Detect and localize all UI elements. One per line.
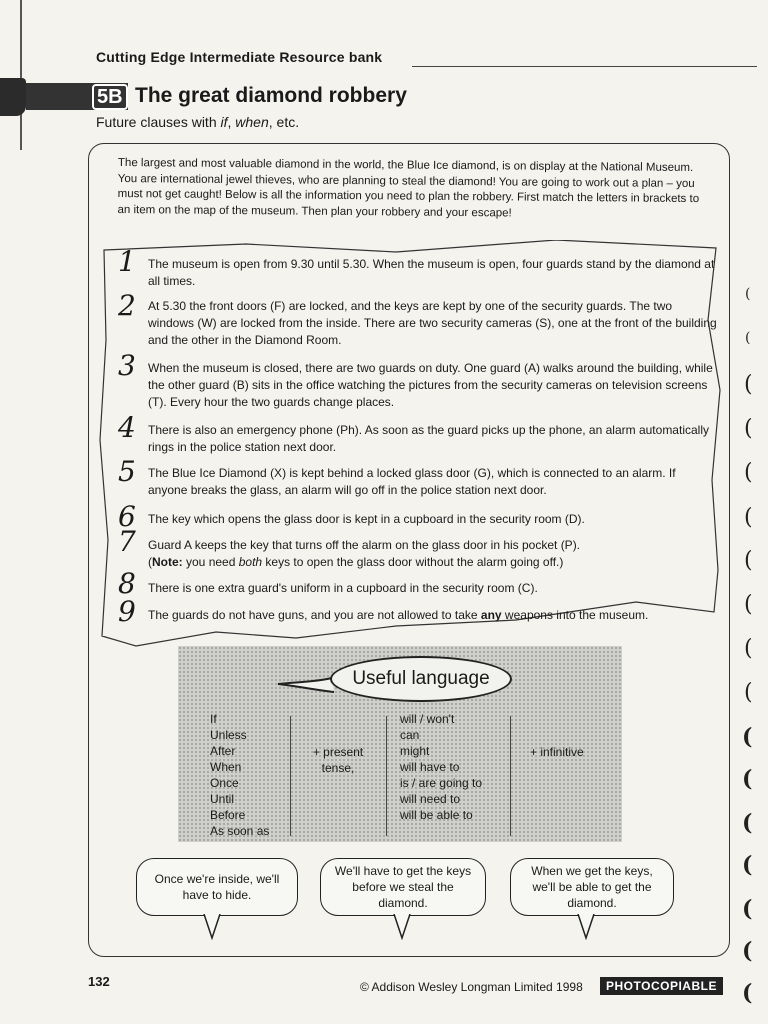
ring-hole: ( bbox=[744, 680, 753, 705]
rule-9-text-a: The guards do not have guns, and you are not allowed to take bbox=[148, 608, 481, 622]
page-subtitle bbox=[96, 114, 299, 130]
rule-number: 5 bbox=[118, 455, 136, 488]
present-tense-note bbox=[306, 744, 370, 776]
column-divider bbox=[386, 716, 387, 836]
rule-9-text-b: weapons into the museum. bbox=[501, 608, 649, 622]
resource-bank-header: Cutting Edge Intermediate Resource bank bbox=[96, 49, 383, 65]
infinitive-note: + infinitive bbox=[530, 745, 584, 759]
subtitle-when: when bbox=[235, 114, 269, 130]
rule-number: 8 bbox=[118, 567, 136, 600]
subtitle-prefix: Future clauses with bbox=[96, 114, 221, 130]
example-bubble-2: We'll have to get the keys before we steal the diamond. bbox=[320, 858, 486, 916]
ring-hole: ( bbox=[742, 938, 753, 964]
conjunction: Unless bbox=[210, 728, 247, 742]
ring-hole: ( bbox=[742, 852, 753, 878]
modal: can bbox=[400, 728, 420, 742]
ring-hole: ( bbox=[742, 980, 753, 1006]
modal: will / won't bbox=[400, 712, 455, 726]
modal: might bbox=[400, 744, 430, 758]
ring-hole: ( bbox=[744, 372, 753, 397]
modal: will need to bbox=[400, 792, 461, 806]
rule-number: 9 bbox=[118, 595, 136, 628]
ring-hole: ( bbox=[744, 460, 753, 485]
rule-7-note-em: both bbox=[238, 555, 263, 569]
rule-5: The Blue Ice Diamond (X) is kept behind a locked glass door (G), which is connected to an alarm. If anyone breaks the glass, an alarm will go off in the police station next door. bbox=[148, 466, 676, 497]
conjunction: After bbox=[210, 744, 236, 758]
ring-hole: ( bbox=[744, 548, 753, 573]
ring-hole: ( bbox=[744, 636, 753, 661]
rule-number: 3 bbox=[118, 349, 136, 382]
header-rule bbox=[412, 66, 757, 67]
rule-9 bbox=[148, 607, 718, 624]
page-title: The great diamond robbery bbox=[135, 84, 407, 107]
ring-hole: ( bbox=[744, 416, 753, 441]
rule-number: 6 bbox=[118, 500, 136, 533]
subtitle-if: if bbox=[220, 114, 228, 130]
rule-1: The museum is open from 9.30 until 5.30. When the museum is open, four guards stand by the diamond at all times. bbox=[148, 257, 715, 288]
conjunction: As soon as bbox=[210, 824, 270, 838]
ring-hole: ( bbox=[745, 330, 751, 346]
rule-7-note-label: Note: bbox=[152, 555, 183, 569]
ring-hole: ( bbox=[744, 505, 753, 530]
rule-number: 4 bbox=[118, 411, 136, 444]
unit-badge: 5B bbox=[92, 84, 128, 110]
rule-9-text-bold: any bbox=[480, 608, 502, 622]
subtitle-comma: , bbox=[227, 114, 236, 130]
ring-hole: ( bbox=[744, 592, 753, 617]
subtitle-suffix: , etc. bbox=[268, 114, 300, 130]
ring-hole: ( bbox=[742, 810, 753, 836]
rule-7-note-open: ( bbox=[148, 555, 152, 569]
conjunction: Until bbox=[210, 792, 235, 806]
rule-number: 7 bbox=[118, 525, 136, 558]
conjunction-list bbox=[210, 711, 269, 839]
rule-7-note-b: keys to open the glass door without the alarm going off.) bbox=[262, 555, 564, 569]
rule-6: The key which opens the glass door is kept in a cupboard in the security room (D). bbox=[148, 512, 585, 526]
ring-hole: ( bbox=[742, 766, 753, 792]
ring-hole: ( bbox=[745, 286, 751, 302]
modal: will have to bbox=[400, 760, 460, 774]
rule-8: There is one extra guard's uniform in a cupboard in the security room (C). bbox=[148, 581, 538, 595]
binder-mark bbox=[0, 78, 26, 116]
conjunction: If bbox=[210, 712, 217, 726]
present-tense-line: tense, bbox=[321, 761, 355, 775]
ring-hole: ( bbox=[742, 724, 753, 750]
conjunction: When bbox=[210, 760, 242, 774]
example-bubble-1: Once we're inside, we'll have to hide. bbox=[136, 858, 298, 916]
example-bubble-3: When we get the keys, we'll be able to get the diamond. bbox=[510, 858, 674, 916]
rule-number: 2 bbox=[118, 289, 136, 322]
column-divider bbox=[290, 716, 291, 836]
rule-7-text: Guard A keeps the key that turns off the alarm on the glass door in his pocket (P). bbox=[148, 538, 581, 552]
page-number: 132 bbox=[88, 974, 110, 989]
speech-tail bbox=[392, 914, 412, 940]
conjunction: Once bbox=[210, 776, 239, 790]
speech-tail bbox=[202, 914, 222, 940]
useful-language-heading: Useful language bbox=[330, 656, 512, 702]
speech-tail bbox=[576, 914, 596, 940]
photocopiable-label: PHOTOCOPIABLE bbox=[600, 977, 723, 995]
rule-number: 1 bbox=[118, 245, 136, 278]
copyright-notice: © Addison Wesley Longman Limited 1998 bbox=[360, 980, 583, 994]
modal-list bbox=[400, 711, 482, 823]
rule-4: There is also an emergency phone (Ph). As soon as the guard picks up the phone, an alarm automatically rings in the police station next door. bbox=[148, 423, 709, 454]
binder-line bbox=[20, 0, 22, 150]
ring-hole: ( bbox=[742, 896, 753, 922]
rule-7-note-a: you need bbox=[182, 555, 239, 569]
modal: is / are going to bbox=[400, 776, 483, 790]
intro-paragraph: The largest and most valuable diamond in the world, the Blue Ice diamond, is on display at the National Museum. You are international jewel thieves, who are planning to steal the diamond! You are going to work out a plan – you must not get caught! Below is all the information you need to plan the robbery. First match the letters in brackets to an item on the map of the museum. Then plan your robbery and your escape! bbox=[117, 156, 700, 219]
column-divider bbox=[510, 716, 511, 836]
rule-7 bbox=[148, 537, 718, 571]
binder-edge bbox=[0, 0, 26, 1024]
rule-2: At 5.30 the front doors (F) are locked, and the keys are kept by one of the security guards. The two windows (W) are locked from the inside. There are two security cameras (S), one at the front of the building and the other in the Diamond Room. bbox=[148, 299, 717, 347]
conjunction: Before bbox=[210, 808, 246, 822]
rule-3: When the museum is closed, there are two guards on duty. One guard (A) walks around the building, while the other guard (B) sits in the office watching the pictures from the security cameras on television screens (T). Every hour the two guards change places. bbox=[148, 361, 713, 409]
modal: will be able to bbox=[400, 808, 473, 822]
present-tense-line: + present bbox=[312, 745, 364, 759]
